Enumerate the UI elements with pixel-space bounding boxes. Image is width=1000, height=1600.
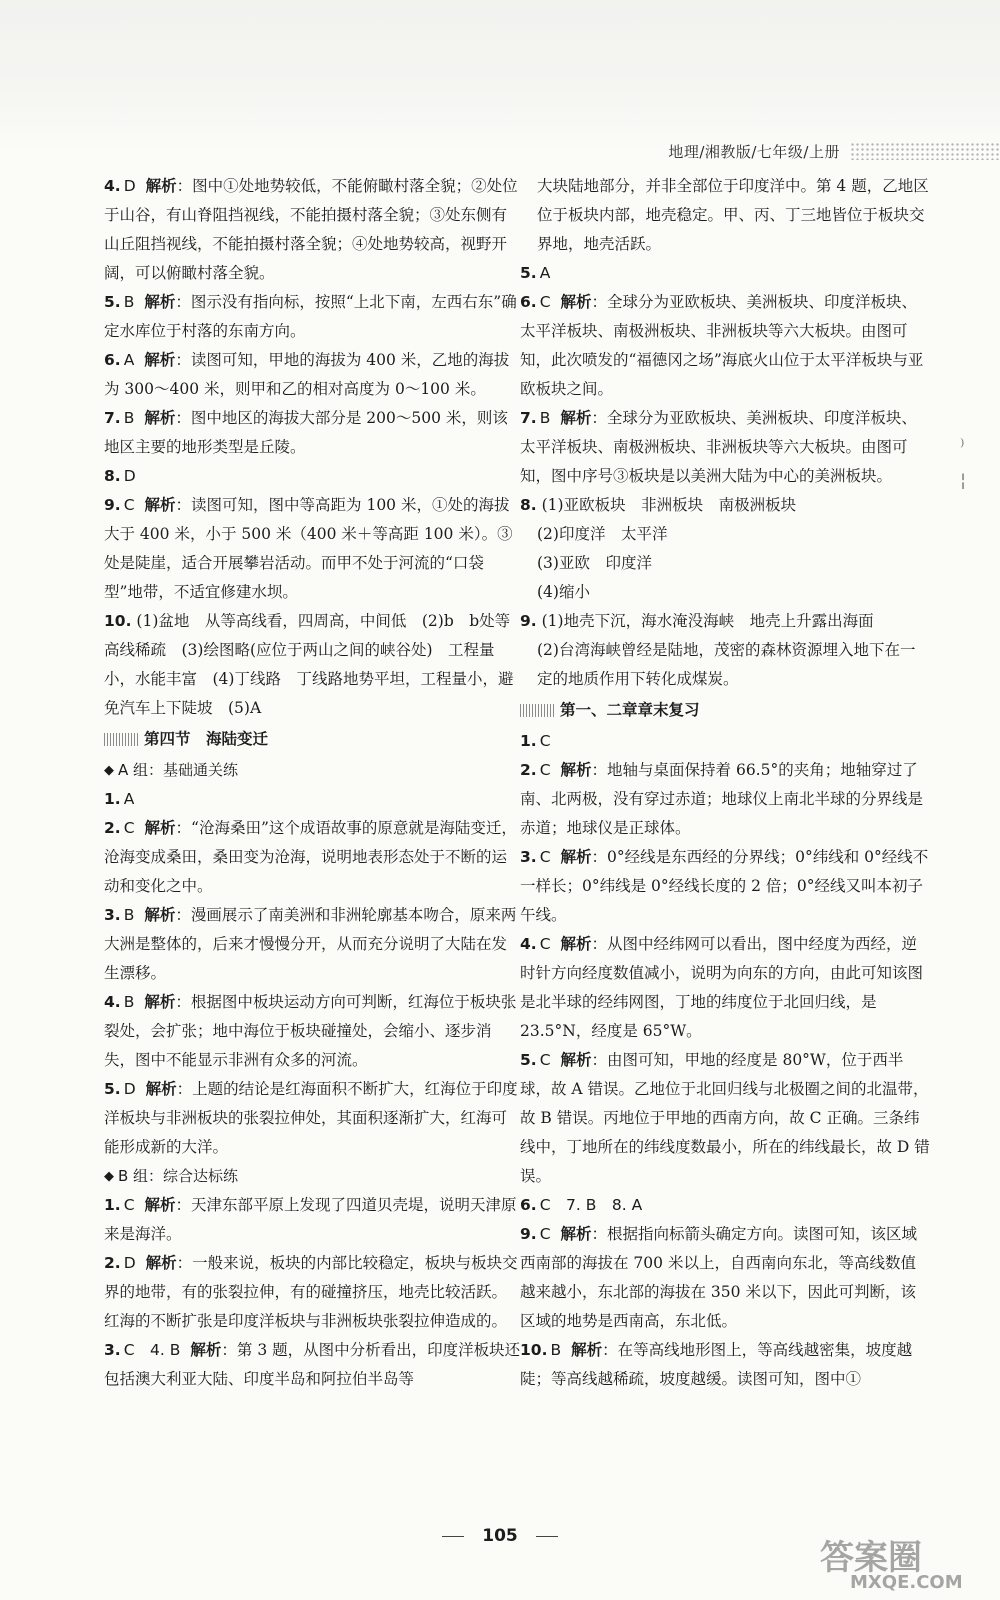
item-answer: C xyxy=(539,1225,551,1243)
analysis-label: 解析 xyxy=(144,906,176,924)
item-answer: D xyxy=(123,467,136,485)
item-text: ：在等高线地形图上，等高线越密集，坡度越陡；等高线越稀疏，坡度越缓。读图可知，图中① xyxy=(520,1341,913,1388)
sub-answer: (2)印度洋 太平洋 xyxy=(537,525,668,543)
answer-item xyxy=(104,785,522,814)
answer-item xyxy=(104,814,522,901)
analysis-label: 解析 xyxy=(190,1341,222,1359)
item-number: 6. xyxy=(520,1196,537,1214)
item-text: ：读图可知，图中等高距为 100 米，①处的海拔大于 400 米，小于 500 米（400 米＋等高距 100 米）。③处是陡崖，适合开展攀岩活动。而甲不处于河流的“口袋型”地带，不适宜修建水坝。 xyxy=(104,496,513,601)
sub-answer: (3)亚欧 印度洋 xyxy=(537,554,652,572)
item-number: 9. xyxy=(520,1225,537,1243)
group-title: A 组：基础通关练 xyxy=(118,761,239,779)
item-text: ：地轴与桌面保持着 66.5°的夹角；地轴穿过了南、北两极，没有穿过赤道；地球仪上南北半球的分界线是赤道；地球仪是正球体。 xyxy=(520,761,924,837)
item-text: ：图中地区的海拔大部分是 200～500 米，则该地区主要的地形类型是丘陵。 xyxy=(104,409,508,456)
item-text: ：由图可知，甲地的经度是 80°W，位于西半球，故 A 错误。乙地位于北回归线与北极圈之间的北温带，故 B 错误。丙地位于甲地的西南方向，故 C 正确。三条纬线中，丁地所在的纬线度数最小，所在的纬线最长，故 D 错误。 xyxy=(520,1051,930,1185)
answer-item xyxy=(520,1336,930,1394)
analysis-label: 解析 xyxy=(144,819,176,837)
item-number: 1. xyxy=(104,790,121,808)
item-number: 5. xyxy=(104,1080,121,1098)
item-text: ：第 3 题，从图中分析看出，印度洋板块还包括澳大利亚大陆、印度半岛和阿拉伯半岛等 xyxy=(104,1341,521,1388)
item-answer: C xyxy=(539,293,551,311)
analysis-label: 解析 xyxy=(145,1254,177,1272)
item-number: 10. xyxy=(104,612,132,630)
item-answer: B xyxy=(123,409,135,427)
diamond-icon: ◆ xyxy=(104,763,114,778)
item-number: 9. xyxy=(104,496,121,514)
item-number: 5. xyxy=(520,1051,537,1069)
header-title: 地理/湘教版/七年级/上册 xyxy=(668,142,840,161)
page-header xyxy=(0,138,1000,164)
diamond-icon: ◆ xyxy=(104,1169,114,1184)
analysis-label: 解析 xyxy=(571,1341,603,1359)
watermark-logo: 答案圈 xyxy=(820,1538,922,1578)
analysis-label: 解析 xyxy=(144,496,176,514)
analysis-label: 解析 xyxy=(144,993,176,1011)
group-heading xyxy=(104,1162,522,1191)
item-number: 7. xyxy=(520,409,537,427)
item-number: 2. xyxy=(104,819,121,837)
item-text: ：漫画展示了南美洲和非洲轮廓基本吻合，原来两大洲是整体的，后来才慢慢分开，从而充分说明了大陆在发生漂移。 xyxy=(104,906,517,982)
page-number-value: 105 xyxy=(482,1526,518,1546)
item-answer: B xyxy=(123,906,135,924)
answer-item xyxy=(520,843,930,930)
analysis-label: 解析 xyxy=(560,1225,592,1243)
item-text: ：0°经线是东西经的分界线；0°纬线和 0°经线不一样长；0°纬线是 0°经线长度的 2 倍；0°经线又叫本初子午线。 xyxy=(520,848,929,924)
item-text: ：上题的结论是红海面积不断扩大，红海位于印度洋板块与非洲板块的张裂拉伸处，其面积逐渐扩大，红海可能形成新的大洋。 xyxy=(104,1080,518,1156)
analysis-label: 解析 xyxy=(145,177,177,195)
watermark-url: MXQE.COM xyxy=(850,1572,963,1593)
item-number: 5. xyxy=(104,293,121,311)
answer-item xyxy=(104,901,522,988)
item-answer: D xyxy=(123,1254,136,1272)
page-number-dash-left xyxy=(442,1536,464,1537)
answer-item xyxy=(520,1046,930,1191)
item-answer: A xyxy=(539,264,551,282)
answer-item xyxy=(104,172,522,288)
section-title: 第一、二章章末复习 xyxy=(560,701,700,719)
analysis-label: 解析 xyxy=(144,293,176,311)
analysis-label: 解析 xyxy=(560,761,592,779)
item-number: 8. xyxy=(520,496,537,514)
item-text: ：读图可知，甲地的海拔为 400 米，乙地的海拔为 300～400 米，则甲和乙的相对高度为 0～100 米。 xyxy=(104,351,510,398)
page-number-dash-right xyxy=(536,1536,558,1537)
item-answer: C xyxy=(123,819,135,837)
item-number: 6. xyxy=(104,351,121,369)
analysis-label: 解析 xyxy=(560,409,592,427)
item-answer: A xyxy=(123,351,135,369)
analysis-label: 解析 xyxy=(144,409,176,427)
top-band xyxy=(0,0,1000,150)
analysis-label: 解析 xyxy=(144,351,176,369)
section-title: 第四节 海陆变迁 xyxy=(144,730,269,748)
item-answer: D xyxy=(123,177,136,195)
answer-item xyxy=(520,259,930,288)
answer-item xyxy=(520,727,930,756)
answer-item xyxy=(520,930,930,1046)
item-text: ：图中①处地势较低，不能俯瞰村落全貌；②处位于山谷，有山脊阻挡视线，不能拍摄村落全貌；③处东侧有山丘阻挡视线，不能拍摄村落全貌；④处地势较高，视野开阔，可以俯瞰村落全貌。 xyxy=(104,177,518,282)
answer-item xyxy=(520,1220,930,1336)
item-number: 3. xyxy=(104,906,121,924)
item-number: 7. xyxy=(104,409,121,427)
item-number: 9. xyxy=(520,612,537,630)
section-mark xyxy=(520,704,554,717)
answer-item xyxy=(104,607,522,723)
answer-item xyxy=(104,346,522,404)
item-answer: C xyxy=(123,1196,135,1214)
section-heading xyxy=(104,725,522,754)
answer-item xyxy=(104,1336,522,1394)
item-number: 5. xyxy=(520,264,537,282)
answer-item xyxy=(104,491,522,607)
header-dot-pattern xyxy=(850,142,1000,160)
left-column xyxy=(104,172,522,1394)
answer-item xyxy=(104,988,522,1075)
answer-item xyxy=(520,404,930,491)
section-mark xyxy=(104,733,138,746)
item-number: 4. xyxy=(104,177,121,195)
item-text: (1)地壳下沉，海水淹没海峡 地壳上升露出海面 xyxy=(541,612,874,630)
item-answer: B xyxy=(550,1341,562,1359)
answer-item xyxy=(520,756,930,843)
item-number: 10. xyxy=(520,1341,548,1359)
answer-item xyxy=(520,491,930,520)
continued-text: 大块陆地部分，并非全部位于印度洋中。第 4 题，乙地区位于板块内部，地壳稳定。甲、丙、丁三地皆位于板块交界地，地壳活跃。 xyxy=(537,177,929,253)
answer-item xyxy=(104,462,522,491)
item-answer: C 4. B xyxy=(123,1341,181,1359)
sub-answer: (4)缩小 xyxy=(537,583,590,601)
item-number: 8. xyxy=(104,467,121,485)
section-heading xyxy=(520,696,930,725)
right-column xyxy=(520,172,930,1394)
answer-item xyxy=(104,1191,522,1249)
item-text: ：图示没有指向标，按照“上北下南，左西右东”确定水库位于村落的东南方向。 xyxy=(104,293,517,340)
item-number: 4. xyxy=(104,993,121,1011)
item-text: ：全球分为亚欧板块、美洲板块、印度洋板块、太平洋板块、南极洲板块、非洲板块等六大板块。由图可知，图中序号③板块是以美洲大陆为中心的美洲板块。 xyxy=(520,409,917,485)
item-text: (1)亚欧板块 非洲板块 南极洲板块 xyxy=(541,496,797,514)
item-number: 3. xyxy=(104,1341,121,1359)
group-heading xyxy=(104,756,522,785)
item-answer: C xyxy=(539,732,551,750)
item-answer: B xyxy=(123,293,135,311)
answer-item xyxy=(104,1249,522,1336)
item-answer: B xyxy=(539,409,551,427)
item-number: 2. xyxy=(104,1254,121,1272)
item-answer: C xyxy=(539,935,551,953)
analysis-label: 解析 xyxy=(560,1051,592,1069)
analysis-label: 解析 xyxy=(560,935,592,953)
item-text: ：从图中经纬网可以看出，图中经度为西经，逆时针方向经度数值减小，说明为向东的方向，由此可知该图是北半球的经纬网图，丁地的纬度位于北回归线，是 23.5°N，经度是 65°W。 xyxy=(520,935,924,1040)
item-text: ：一般来说，板块的内部比较稳定，板块与板块交界的地带，有的张裂拉伸，有的碰撞挤压，地壳比较活跃。红海的不断扩张是印度洋板块与非洲板块张裂拉伸造成的。 xyxy=(104,1254,518,1330)
item-answer: A xyxy=(123,790,135,808)
group-title: B 组：综合达标练 xyxy=(118,1167,239,1185)
answer-item xyxy=(520,1191,930,1220)
analysis-label: 解析 xyxy=(560,848,592,866)
item-text: ：根据图中板块运动方向可判断，红海位于板块张裂处，会扩张；地中海位于板块碰撞处，会缩小、逐步消失，图中不能显示非洲有众多的河流。 xyxy=(104,993,517,1069)
item-number: 1. xyxy=(520,732,537,750)
analysis-label: 解析 xyxy=(145,1080,177,1098)
item-text: ：根据指向标箭头确定方向。读图可知，该区域西南部的海拔在 700 米以上，自西南向东北，等高线数值越来越小，东北部的海拔在 350 米以下，因此可判断，该区域的地势是西南高，东北低。 xyxy=(520,1225,918,1330)
analysis-label: 解析 xyxy=(560,293,592,311)
item-text: ：全球分为亚欧板块、美洲板块、印度洋板块、太平洋板块、南极洲板块、非洲板块等六大板块。由图可知，此次喷发的“福德冈之场”海底火山位于太平洋板块与亚欧板块之间。 xyxy=(520,293,924,398)
item-answer: C xyxy=(539,1051,551,1069)
item-number: 6. xyxy=(520,293,537,311)
answer-item xyxy=(520,288,930,404)
answer-item xyxy=(104,1075,522,1162)
item-number: 3. xyxy=(520,848,537,866)
answer-item xyxy=(520,607,930,636)
item-answer: C xyxy=(539,848,551,866)
item-answer: B xyxy=(123,993,135,1011)
item-answer: C xyxy=(123,496,135,514)
item-text: (1)盆地 从等高线看，四周高，中间低 (2)b b处等高线稀疏 (3)绘图略(应位于两山之间的峡谷处) 工程量小，水能丰富 (4)丁线路 丁线路地势平坦，工程量小，避免汽车上下陡坡 (5)A xyxy=(104,612,514,717)
answer-item xyxy=(104,404,522,462)
margin-marks: ⁾ ¦ xyxy=(960,436,967,491)
sub-answer: (2)台湾海峡曾经是陆地，茂密的森林资源埋入地下在一定的地质作用下转化成煤炭。 xyxy=(537,641,916,688)
item-answer: C xyxy=(539,761,551,779)
item-text: ：“沧海桑田”这个成语故事的原意就是海陆变迁，沧海变成桑田，桑田变为沧海，说明地表形态处于不断的运动和变化之中。 xyxy=(104,819,517,895)
item-number: 2. xyxy=(520,761,537,779)
item-text: ：天津东部平原上发现了四道贝壳堤，说明天津原来是海洋。 xyxy=(104,1196,517,1243)
item-number: 4. xyxy=(520,935,537,953)
answer-item xyxy=(104,288,522,346)
item-answer: C 7. B 8. A xyxy=(539,1196,643,1214)
analysis-label: 解析 xyxy=(144,1196,176,1214)
item-number: 1. xyxy=(104,1196,121,1214)
item-answer: D xyxy=(123,1080,136,1098)
